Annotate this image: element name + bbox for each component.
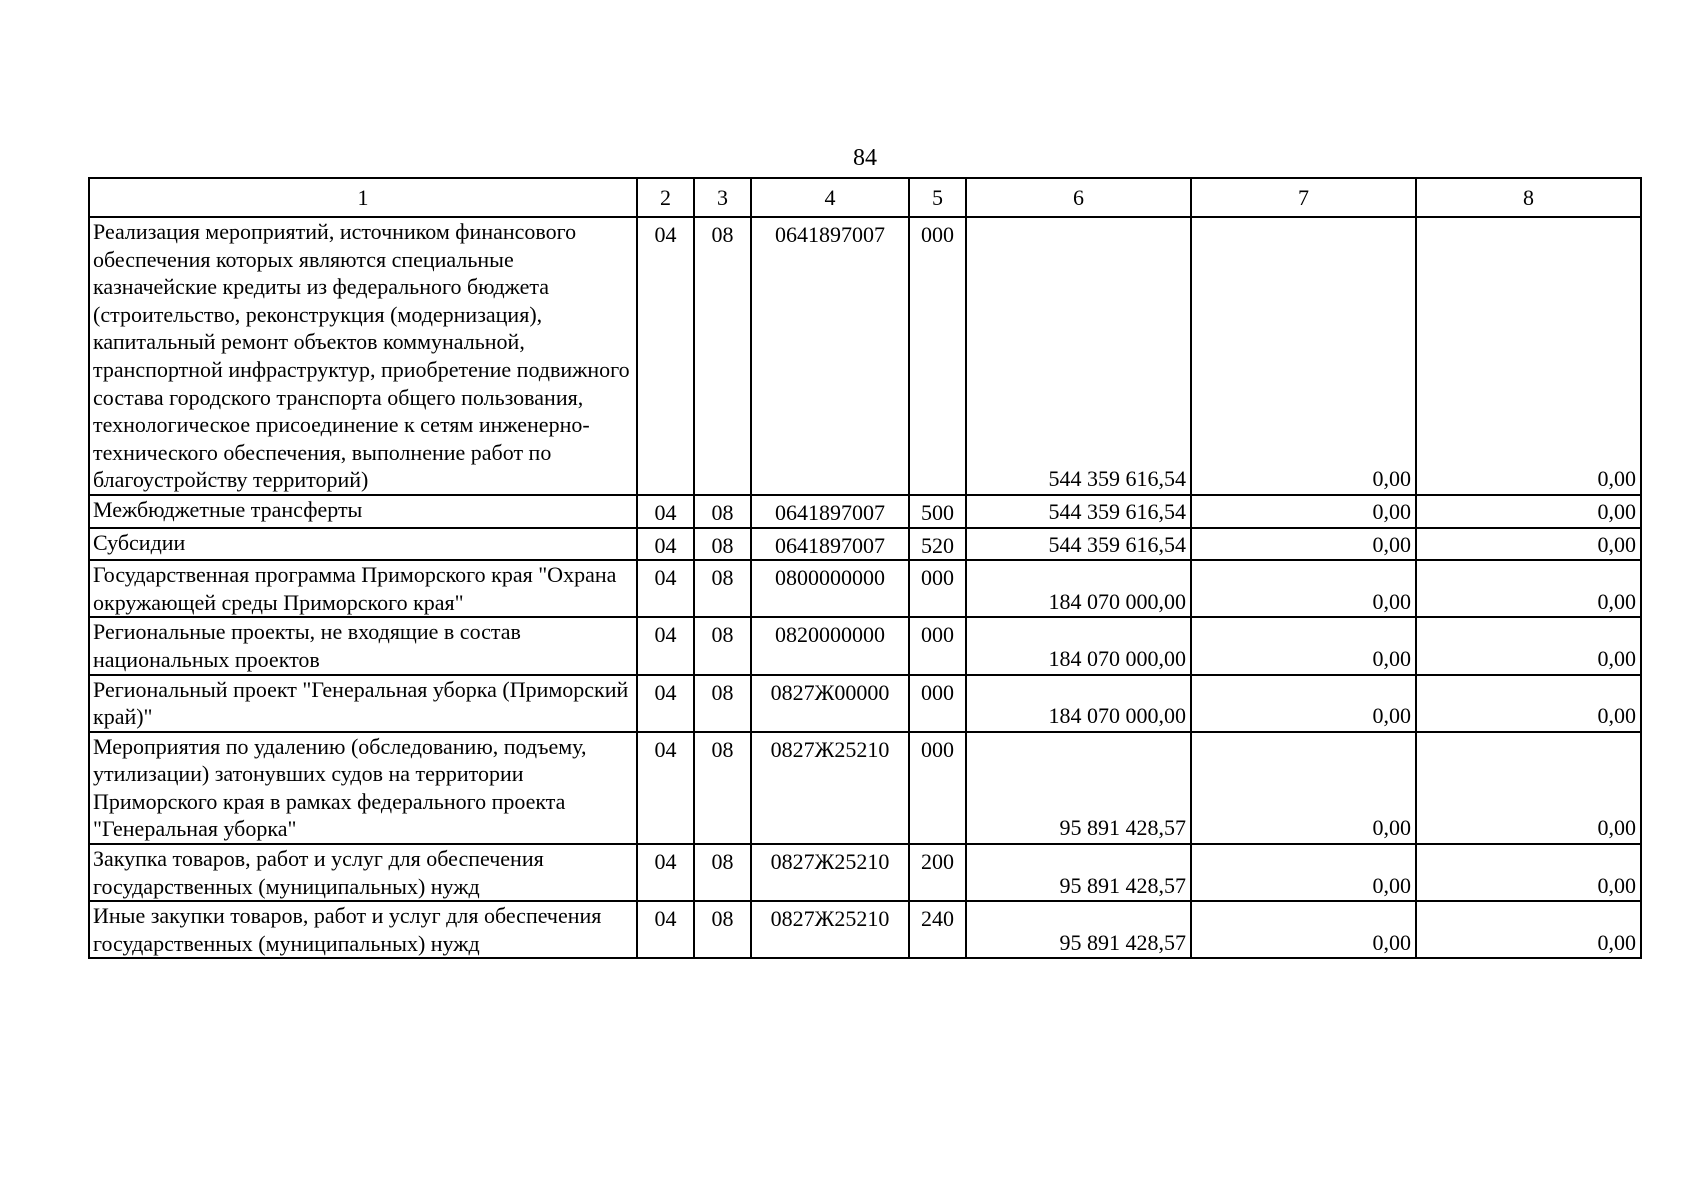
row-amount-6: 184 070 000,00 bbox=[966, 617, 1191, 674]
row-amount-6: 544 359 616,54 bbox=[966, 217, 1191, 495]
table-row bbox=[89, 217, 1641, 495]
header-col-2: 2 bbox=[637, 178, 694, 217]
row-expense-type: 200 bbox=[909, 844, 966, 901]
table-row bbox=[89, 844, 1641, 901]
row-amount-7: 0,00 bbox=[1191, 617, 1416, 674]
row-amount-6: 184 070 000,00 bbox=[966, 560, 1191, 617]
row-target-code: 0820000000 bbox=[751, 617, 909, 674]
row-name: Региональный проект "Генеральная уборка (Приморский край)" bbox=[89, 675, 637, 732]
header-col-5: 5 bbox=[909, 178, 966, 217]
row-name: Региональные проекты, не входящие в состав национальных проектов bbox=[89, 617, 637, 674]
row-section: 04 bbox=[637, 560, 694, 617]
row-subsection: 08 bbox=[694, 560, 751, 617]
row-expense-type: 000 bbox=[909, 732, 966, 844]
row-name: Реализация мероприятий, источником финансового обеспечения которых являются специальные казначейские кредиты из федерального бюджета (строительство, реконструкция (модернизация), капитальный ремонт объектов коммунальной, транспортной инфраструктур, приобретение подвижного состава городского транспорта общего пользования, технологическое присоединение к сетям инженерно-технического обеспечения, выполнение работ по благоустройству территорий) bbox=[89, 217, 637, 495]
row-subsection: 08 bbox=[694, 528, 751, 561]
header-col-7: 7 bbox=[1191, 178, 1416, 217]
header-col-6: 6 bbox=[966, 178, 1191, 217]
header-col-1: 1 bbox=[89, 178, 637, 217]
row-amount-8: 0,00 bbox=[1416, 675, 1641, 732]
row-section: 04 bbox=[637, 495, 694, 528]
row-target-code: 0641897007 bbox=[751, 495, 909, 528]
row-amount-8: 0,00 bbox=[1416, 901, 1641, 958]
row-amount-6: 95 891 428,57 bbox=[966, 901, 1191, 958]
table-row bbox=[89, 560, 1641, 617]
row-amount-6: 544 359 616,54 bbox=[966, 528, 1191, 561]
row-amount-8: 0,00 bbox=[1416, 560, 1641, 617]
row-amount-7: 0,00 bbox=[1191, 528, 1416, 561]
row-section: 04 bbox=[637, 844, 694, 901]
header-col-3: 3 bbox=[694, 178, 751, 217]
row-amount-6: 95 891 428,57 bbox=[966, 844, 1191, 901]
row-amount-6: 95 891 428,57 bbox=[966, 732, 1191, 844]
row-target-code: 0800000000 bbox=[751, 560, 909, 617]
row-name: Межбюджетные трансферты bbox=[89, 495, 637, 528]
row-name: Государственная программа Приморского края "Охрана окружающей среды Приморского края" bbox=[89, 560, 637, 617]
row-expense-type: 520 bbox=[909, 528, 966, 561]
row-expense-type: 000 bbox=[909, 560, 966, 617]
row-expense-type: 000 bbox=[909, 217, 966, 495]
row-target-code: 0827Ж25210 bbox=[751, 732, 909, 844]
row-amount-8: 0,00 bbox=[1416, 617, 1641, 674]
row-amount-8: 0,00 bbox=[1416, 844, 1641, 901]
row-section: 04 bbox=[637, 217, 694, 495]
row-expense-type: 240 bbox=[909, 901, 966, 958]
row-expense-type: 000 bbox=[909, 617, 966, 674]
row-target-code: 0827Ж25210 bbox=[751, 844, 909, 901]
row-amount-7: 0,00 bbox=[1191, 844, 1416, 901]
row-amount-7: 0,00 bbox=[1191, 495, 1416, 528]
table-row bbox=[89, 495, 1641, 528]
row-amount-6: 184 070 000,00 bbox=[966, 675, 1191, 732]
row-amount-8: 0,00 bbox=[1416, 732, 1641, 844]
row-target-code: 0641897007 bbox=[751, 528, 909, 561]
row-expense-type: 500 bbox=[909, 495, 966, 528]
row-amount-7: 0,00 bbox=[1191, 732, 1416, 844]
row-amount-8: 0,00 bbox=[1416, 528, 1641, 561]
row-amount-8: 0,00 bbox=[1416, 217, 1641, 495]
row-amount-7: 0,00 bbox=[1191, 901, 1416, 958]
row-name: Закупка товаров, работ и услуг для обеспечения государственных (муниципальных) нужд bbox=[89, 844, 637, 901]
row-section: 04 bbox=[637, 528, 694, 561]
header-col-8: 8 bbox=[1416, 178, 1641, 217]
row-subsection: 08 bbox=[694, 217, 751, 495]
row-target-code: 0641897007 bbox=[751, 217, 909, 495]
row-subsection: 08 bbox=[694, 844, 751, 901]
row-target-code: 0827Ж25210 bbox=[751, 901, 909, 958]
row-target-code: 0827Ж00000 bbox=[751, 675, 909, 732]
table-row bbox=[89, 901, 1641, 958]
row-section: 04 bbox=[637, 675, 694, 732]
row-subsection: 08 bbox=[694, 617, 751, 674]
row-amount-7: 0,00 bbox=[1191, 560, 1416, 617]
row-subsection: 08 bbox=[694, 675, 751, 732]
row-expense-type: 000 bbox=[909, 675, 966, 732]
table-row bbox=[89, 675, 1641, 732]
header-row bbox=[89, 178, 1641, 217]
row-section: 04 bbox=[637, 901, 694, 958]
row-amount-6: 544 359 616,54 bbox=[966, 495, 1191, 528]
row-amount-7: 0,00 bbox=[1191, 675, 1416, 732]
row-amount-8: 0,00 bbox=[1416, 495, 1641, 528]
header-col-4: 4 bbox=[751, 178, 909, 217]
row-section: 04 bbox=[637, 617, 694, 674]
row-name: Мероприятия по удалению (обследованию, подъему, утилизации) затонувших судов на территории Приморского края в рамках федерального проекта "Генеральная уборка" bbox=[89, 732, 637, 844]
table-row bbox=[89, 528, 1641, 561]
page-number: 84 bbox=[853, 145, 877, 171]
budget-table bbox=[88, 177, 1642, 959]
table-row bbox=[89, 617, 1641, 674]
row-name: Субсидии bbox=[89, 528, 637, 561]
table-row bbox=[89, 732, 1641, 844]
row-subsection: 08 bbox=[694, 901, 751, 958]
row-amount-7: 0,00 bbox=[1191, 217, 1416, 495]
row-subsection: 08 bbox=[694, 495, 751, 528]
row-subsection: 08 bbox=[694, 732, 751, 844]
row-section: 04 bbox=[637, 732, 694, 844]
row-name: Иные закупки товаров, работ и услуг для обеспечения государственных (муниципальных) нужд bbox=[89, 901, 637, 958]
